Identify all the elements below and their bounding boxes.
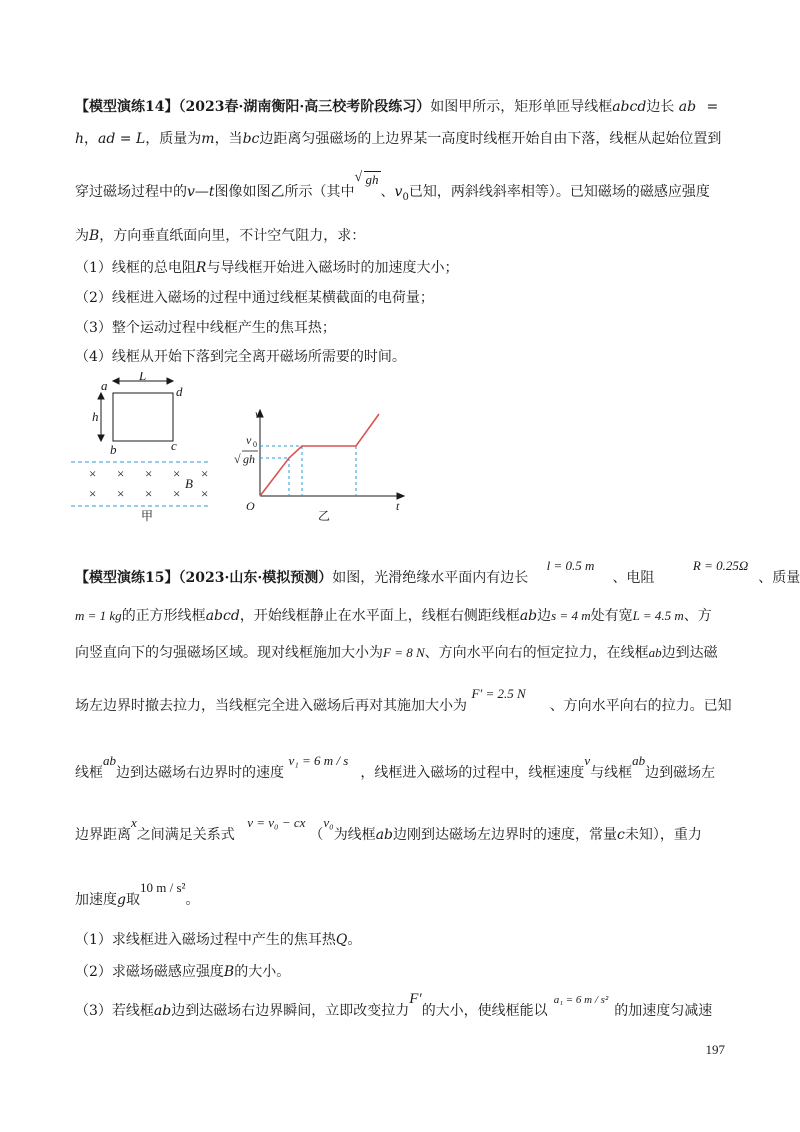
p15-text: 边界距离 <box>75 827 131 843</box>
p15-question-1 <box>75 930 740 950</box>
p14-var-R: R <box>195 260 207 276</box>
p15-line-1 <box>75 558 800 588</box>
p14-text: 与导线框开始进入磁场时的加速度大小； <box>206 260 459 276</box>
p15-var-ab: ab <box>632 753 646 768</box>
L-arrow-left <box>113 378 119 384</box>
p15-var-abcd: abcd <box>205 608 240 624</box>
p15-L-value: L = 4.5 m <box>632 608 684 623</box>
p14-text: 边长 <box>646 99 675 115</box>
p15-text: 的加速度匀减速 <box>614 1003 713 1019</box>
p15-text: （3）若线框 <box>75 1003 154 1019</box>
p15-question-3 <box>75 991 740 1022</box>
p14-sqrt-gh: √ gh <box>355 170 381 190</box>
figure-jia <box>65 372 225 524</box>
p14-line-2 <box>75 129 740 149</box>
p14-question-1 <box>75 258 740 278</box>
p15-var-x: x <box>131 815 137 830</box>
caption-jia: 甲 <box>141 509 154 523</box>
p15-text: 之间满足关系式 <box>136 827 235 843</box>
p15-text: ，线框进入磁场的过程中，线框速度 <box>360 765 585 781</box>
label-B: B <box>185 476 193 491</box>
p15-var-ab: ab <box>103 753 116 768</box>
p14-text: ，当 <box>214 131 243 147</box>
cross-mark: × <box>145 486 153 501</box>
cross-mark: × <box>145 466 153 481</box>
label-b: b <box>110 442 117 457</box>
p15-F-prime-value: F′ = 2.5 N <box>471 686 526 701</box>
p15-line-3 <box>75 643 740 663</box>
p15-mass-value: m = 1 kg <box>75 608 122 623</box>
p15-line-6 <box>75 815 740 845</box>
cross-mark: × <box>89 486 97 501</box>
p15-line-7 <box>75 880 740 910</box>
p14-var-v0: v <box>394 184 403 200</box>
p15-text: 为线框 <box>333 827 376 843</box>
p15-text: （ <box>309 827 324 843</box>
p15-text: 。 <box>185 892 200 908</box>
p15-line-5 <box>75 753 740 783</box>
p15-text: 、方向水平向右的拉力。已知 <box>549 698 732 714</box>
p15-text: 。 <box>347 932 362 948</box>
p15-text: 边刚到达磁场左边界时的速度，常量 <box>393 827 617 843</box>
cross-mark: × <box>173 486 181 501</box>
p15-text: 边到达磁场右边界时的速度 <box>116 765 284 781</box>
p15-text: 未知），重力 <box>624 827 702 843</box>
label-a: a <box>101 378 108 393</box>
p14-text: 已知，两斜线斜率相等）。已知磁场的磁感应强度 <box>408 184 710 200</box>
p14-sub-0: 0 <box>402 191 409 203</box>
p15-var-g: g <box>117 892 126 908</box>
p14-question-2: （2）线框进入磁场的过程中通过线框某横截面的电荷量； <box>75 290 434 306</box>
p15-g-value: 10 m / s² <box>139 880 186 895</box>
p15-text: 、方向水平向右的恒定拉力，在线框 <box>424 645 649 661</box>
p14-text: 穿过磁场过程中的 <box>75 184 187 200</box>
sqrt-sign: √ <box>234 452 241 466</box>
label-c: c <box>171 438 177 453</box>
label-v0: v <box>246 433 252 447</box>
p15-var-ab: ab <box>375 827 393 843</box>
p14-var-m: m <box>201 131 215 147</box>
p14-eq-sign: = <box>119 131 132 147</box>
p15-text: 加速度 <box>75 892 117 908</box>
p15-text: （1）求线框进入磁场过程中产生的焦耳热 <box>75 932 336 948</box>
p14-text: （1）线框的总电阻 <box>75 260 196 276</box>
figure-yi-vt-graph <box>232 404 412 524</box>
p15-F-value: F = 8 N <box>383 645 425 660</box>
h-arrow-down <box>98 435 104 441</box>
label-v-axis: v <box>255 407 261 421</box>
p15-text: 的大小，使线框能以 <box>421 1003 548 1019</box>
p15-text: ，开始线框静止在水平面上，线框右侧距线框 <box>239 608 520 624</box>
p15-text: 的正方形线框 <box>121 608 206 624</box>
p15-var-ab: ab <box>648 645 662 660</box>
p14-var-bc: bc <box>242 131 260 147</box>
p15-var-ab: ab <box>519 608 538 624</box>
label-L: L <box>139 372 147 383</box>
h-arrow-up <box>98 393 104 399</box>
cross-mark: × <box>89 466 97 481</box>
p15-text: 、质量 <box>758 570 800 586</box>
p14-var-ab: ab <box>678 99 697 115</box>
p15-var-F-prime: F′ <box>409 991 422 1007</box>
L-arrow-right <box>167 378 173 384</box>
p14-line-1 <box>75 97 740 117</box>
p15-text: 场左边界时撤去拉力，当线框完全进入磁场后再对其施加大小为 <box>75 698 467 714</box>
p15-text: 取 <box>125 892 140 908</box>
p15-var-Q: Q <box>335 932 348 948</box>
p14-question-4: （4）线框从开始下落到完全离开磁场所需要的时间。 <box>75 349 406 365</box>
cross-mark: × <box>201 486 209 501</box>
cross-mark: × <box>173 466 181 481</box>
label-h: h <box>92 409 99 424</box>
cross-mark: × <box>201 466 209 481</box>
vt-curve <box>260 414 379 496</box>
p15-text: 处有宽 <box>590 608 633 624</box>
p14-var-L: L <box>135 131 146 147</box>
wire-frame <box>113 393 173 441</box>
p15-a1-value: a₁ = 6 m / s² <box>553 994 609 1006</box>
p14-text: ，方向垂直纸面向里，不计空气阻力，求： <box>99 228 366 244</box>
cross-mark: × <box>117 486 125 501</box>
label-t-axis: t <box>396 499 400 513</box>
p14-text: 边距离匀强磁场的上边界某一高度时线框开始自由下落，线框从起始位置到 <box>259 131 722 147</box>
p15-var-B: B <box>223 964 235 980</box>
p14-text: ，质量为 <box>145 131 202 147</box>
p15-text: 线框 <box>75 765 103 781</box>
page-number: 197 <box>705 1042 725 1057</box>
caption-yi: 乙 <box>318 509 331 523</box>
p15-text: 与线框 <box>590 765 633 781</box>
label-d: d <box>176 384 183 399</box>
p14-header: 【模型演练14】（2023春·湖南衡阳·高三校考阶段练习） <box>75 99 431 115</box>
p15-s-value: s = 4 m <box>551 608 591 623</box>
p15-text: 边 <box>537 608 552 624</box>
p15-var-ab: ab <box>153 1003 172 1019</box>
p15-header: 【模型演练15】（2023·山东·模拟预测） <box>75 570 333 586</box>
p15-text: 边到达磁场右边界瞬间，立即改变拉力 <box>171 1003 410 1019</box>
p15-text: 、电阻 <box>612 570 655 586</box>
p15-text: 边到达磁 <box>661 645 718 661</box>
cross-mark: × <box>117 466 125 481</box>
p14-var-vt: v—t <box>187 184 215 200</box>
p14-text: 、 <box>380 184 395 200</box>
p15-var-v: v <box>584 753 591 768</box>
p15-resistance-value: R = 0.25Ω <box>692 558 749 573</box>
p14-line-4 <box>75 226 740 246</box>
p14-text: ， <box>84 131 99 147</box>
p15-relation-formula: v = v₀ − cx <box>247 815 306 830</box>
p14-eq-sign: = <box>706 99 719 115</box>
p15-text: 边到磁场左 <box>645 765 716 781</box>
p14-var-ad: ad <box>98 131 116 147</box>
p14-text: 图像如图乙所示（其中 <box>214 184 355 200</box>
p14-text: 为 <box>75 228 89 244</box>
p15-line-4 <box>75 686 740 716</box>
p15-v1-value: v₁ = 6 m / s <box>288 753 349 768</box>
p14-var-abcd: abcd <box>612 99 647 115</box>
p15-length-value: l = 0.5 m <box>546 558 595 573</box>
p14-question-3: （3）整个运动过程中线框产生的焦耳热； <box>75 320 336 336</box>
p14-line-3 <box>75 172 740 208</box>
p15-text: 向竖直向下的匀强磁场区域。现对线框施加大小为 <box>75 645 383 661</box>
label-sqrt-gh: gh <box>243 452 255 466</box>
p15-question-2 <box>75 962 740 982</box>
p15-text: 如图，光滑绝缘水平面内有边长 <box>332 570 529 586</box>
p15-text: 、方 <box>683 608 712 624</box>
p15-var-c: c <box>617 827 625 843</box>
label-v0-sub: 0 <box>253 440 257 449</box>
p15-line-2 <box>75 606 740 626</box>
p14-text: 如图甲所示，矩形单匝导线框 <box>430 99 613 115</box>
p14-var-B: B <box>89 228 100 244</box>
p15-var-v0: v₀ <box>323 815 334 830</box>
p15-text: （2）求磁场磁感应强度 <box>75 964 224 980</box>
label-origin: O <box>246 499 255 513</box>
p15-text: 的大小。 <box>234 964 291 980</box>
p14-var-h: h <box>75 131 85 147</box>
